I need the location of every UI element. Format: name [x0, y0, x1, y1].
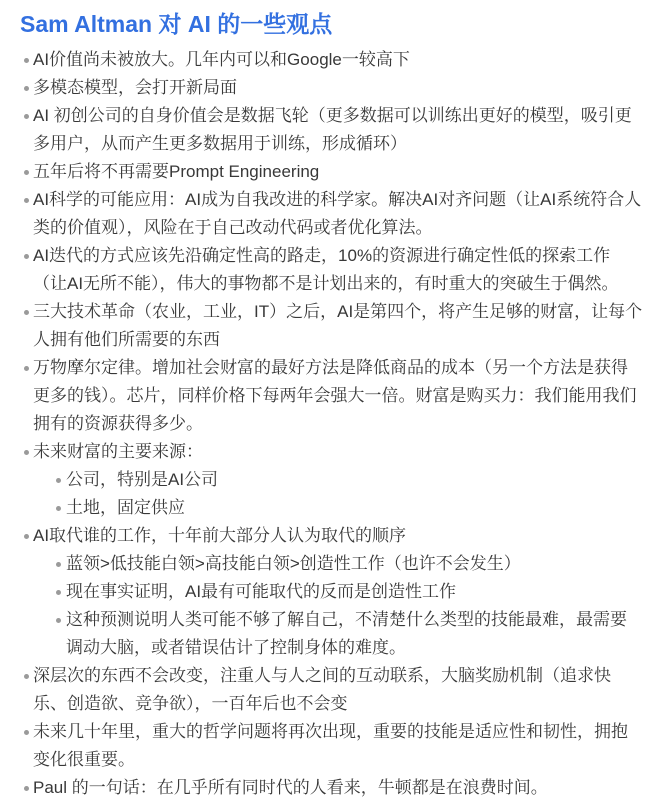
page-title: Sam Altman 对 AI 的一些观点: [20, 11, 333, 37]
bullet-icon: [24, 534, 29, 539]
list-item: [20, 102, 643, 158]
list-item-text: 多模态模型，会打开新局面: [33, 78, 237, 97]
bullet-icon: [56, 618, 61, 623]
list-item-text: AI迭代的方式应该先沿确定性高的路走，10%的资源进行确定性低的探索工作（让AI无所不能），伟大的事物都不是计划出来的，有时重大的突破生于偶然。: [33, 246, 619, 293]
list-item: [20, 158, 643, 186]
bullet-list: [20, 46, 643, 802]
list-item-text: AI价值尚未被放大。几年内可以和Google一较高下: [33, 50, 410, 69]
list-item: [20, 298, 643, 354]
list-item-text: 公司，特别是AI公司: [66, 470, 219, 489]
list-item: [20, 186, 643, 242]
list-item-text: 深层次的东西不会改变，注重人与人之间的互动联系，大脑奖励机制（追求快乐、创造欲、竞争欲），一百年后也不会变: [33, 666, 611, 713]
list-item-text: AI 初创公司的自身价值会是数据飞轮（更多数据可以训练出更好的模型，吸引更多用户，从而产生更多数据用于训练，形成循环）: [33, 106, 632, 153]
bullet-icon: [24, 786, 29, 791]
list-item: [20, 662, 643, 718]
bullet-icon: [56, 590, 61, 595]
list-item: [20, 606, 643, 662]
bullet-icon: [24, 86, 29, 91]
list-item-text: 这种预测说明人类可能不够了解自己，不清楚什么类型的技能最难，最需要调动大脑，或者错误估计了控制身体的难度。: [66, 610, 627, 657]
bullet-icon: [24, 730, 29, 735]
bullet-icon: [56, 506, 61, 511]
bullet-icon: [24, 310, 29, 315]
bullet-icon: [56, 478, 61, 483]
list-item: [20, 354, 643, 438]
list-item-text: 未来几十年里，重大的哲学问题将再次出现，重要的技能是适应性和韧性，拥抱变化很重要。: [33, 722, 628, 769]
list-item-text: 蓝领>低技能白领>高技能白领>创造性工作（也许不会发生）: [66, 554, 521, 573]
bullet-icon: [24, 450, 29, 455]
list-item: [20, 550, 643, 578]
list-item: [20, 466, 643, 494]
bullet-icon: [24, 170, 29, 175]
list-item-text: 五年后将不再需要Prompt Engineering: [33, 162, 320, 181]
bullet-icon: [24, 58, 29, 63]
bullet-icon: [24, 674, 29, 679]
list-item-text: Paul 的一句话：在几乎所有同时代的人看来，牛顿都是在浪费时间。: [33, 778, 548, 797]
bullet-icon: [24, 254, 29, 259]
bullet-icon: [24, 198, 29, 203]
list-item-text: AI取代谁的工作，十年前大部分人认为取代的顺序: [33, 526, 407, 545]
bullet-icon: [24, 366, 29, 371]
bullet-icon: [24, 114, 29, 119]
list-item: [20, 522, 643, 550]
list-item: [20, 74, 643, 102]
list-item: [20, 438, 643, 466]
list-item-text: 未来财富的主要来源：: [33, 442, 203, 461]
list-item-text: AI科学的可能应用：AI成为自我改进的科学家。解决AI对齐问题（让AI系统符合人类的价值观），风险在于自己改动代码或者优化算法。: [33, 190, 642, 237]
list-item-text: 现在事实证明，AI最有可能取代的反而是创造性工作: [66, 582, 457, 601]
list-item: [20, 46, 643, 74]
list-item-text: 万物摩尔定律。增加社会财富的最好方法是降低商品的成本（另一个方法是获得更多的钱）。芯片，同样价格下每两年会强大一倍。财富是购买力：我们能用我们拥有的资源获得多少。: [33, 358, 637, 433]
bullet-icon: [56, 562, 61, 567]
list-item-text: 土地，固定供应: [66, 498, 185, 517]
list-item: [20, 718, 643, 774]
list-item: [20, 774, 643, 802]
list-item: [20, 242, 643, 298]
list-item: [20, 494, 643, 522]
list-item-text: 三大技术革命（农业，工业，IT）之后，AI是第四个，将产生足够的财富，让每个人拥有他们所需要的东西: [33, 302, 643, 349]
list-item: [20, 578, 643, 606]
